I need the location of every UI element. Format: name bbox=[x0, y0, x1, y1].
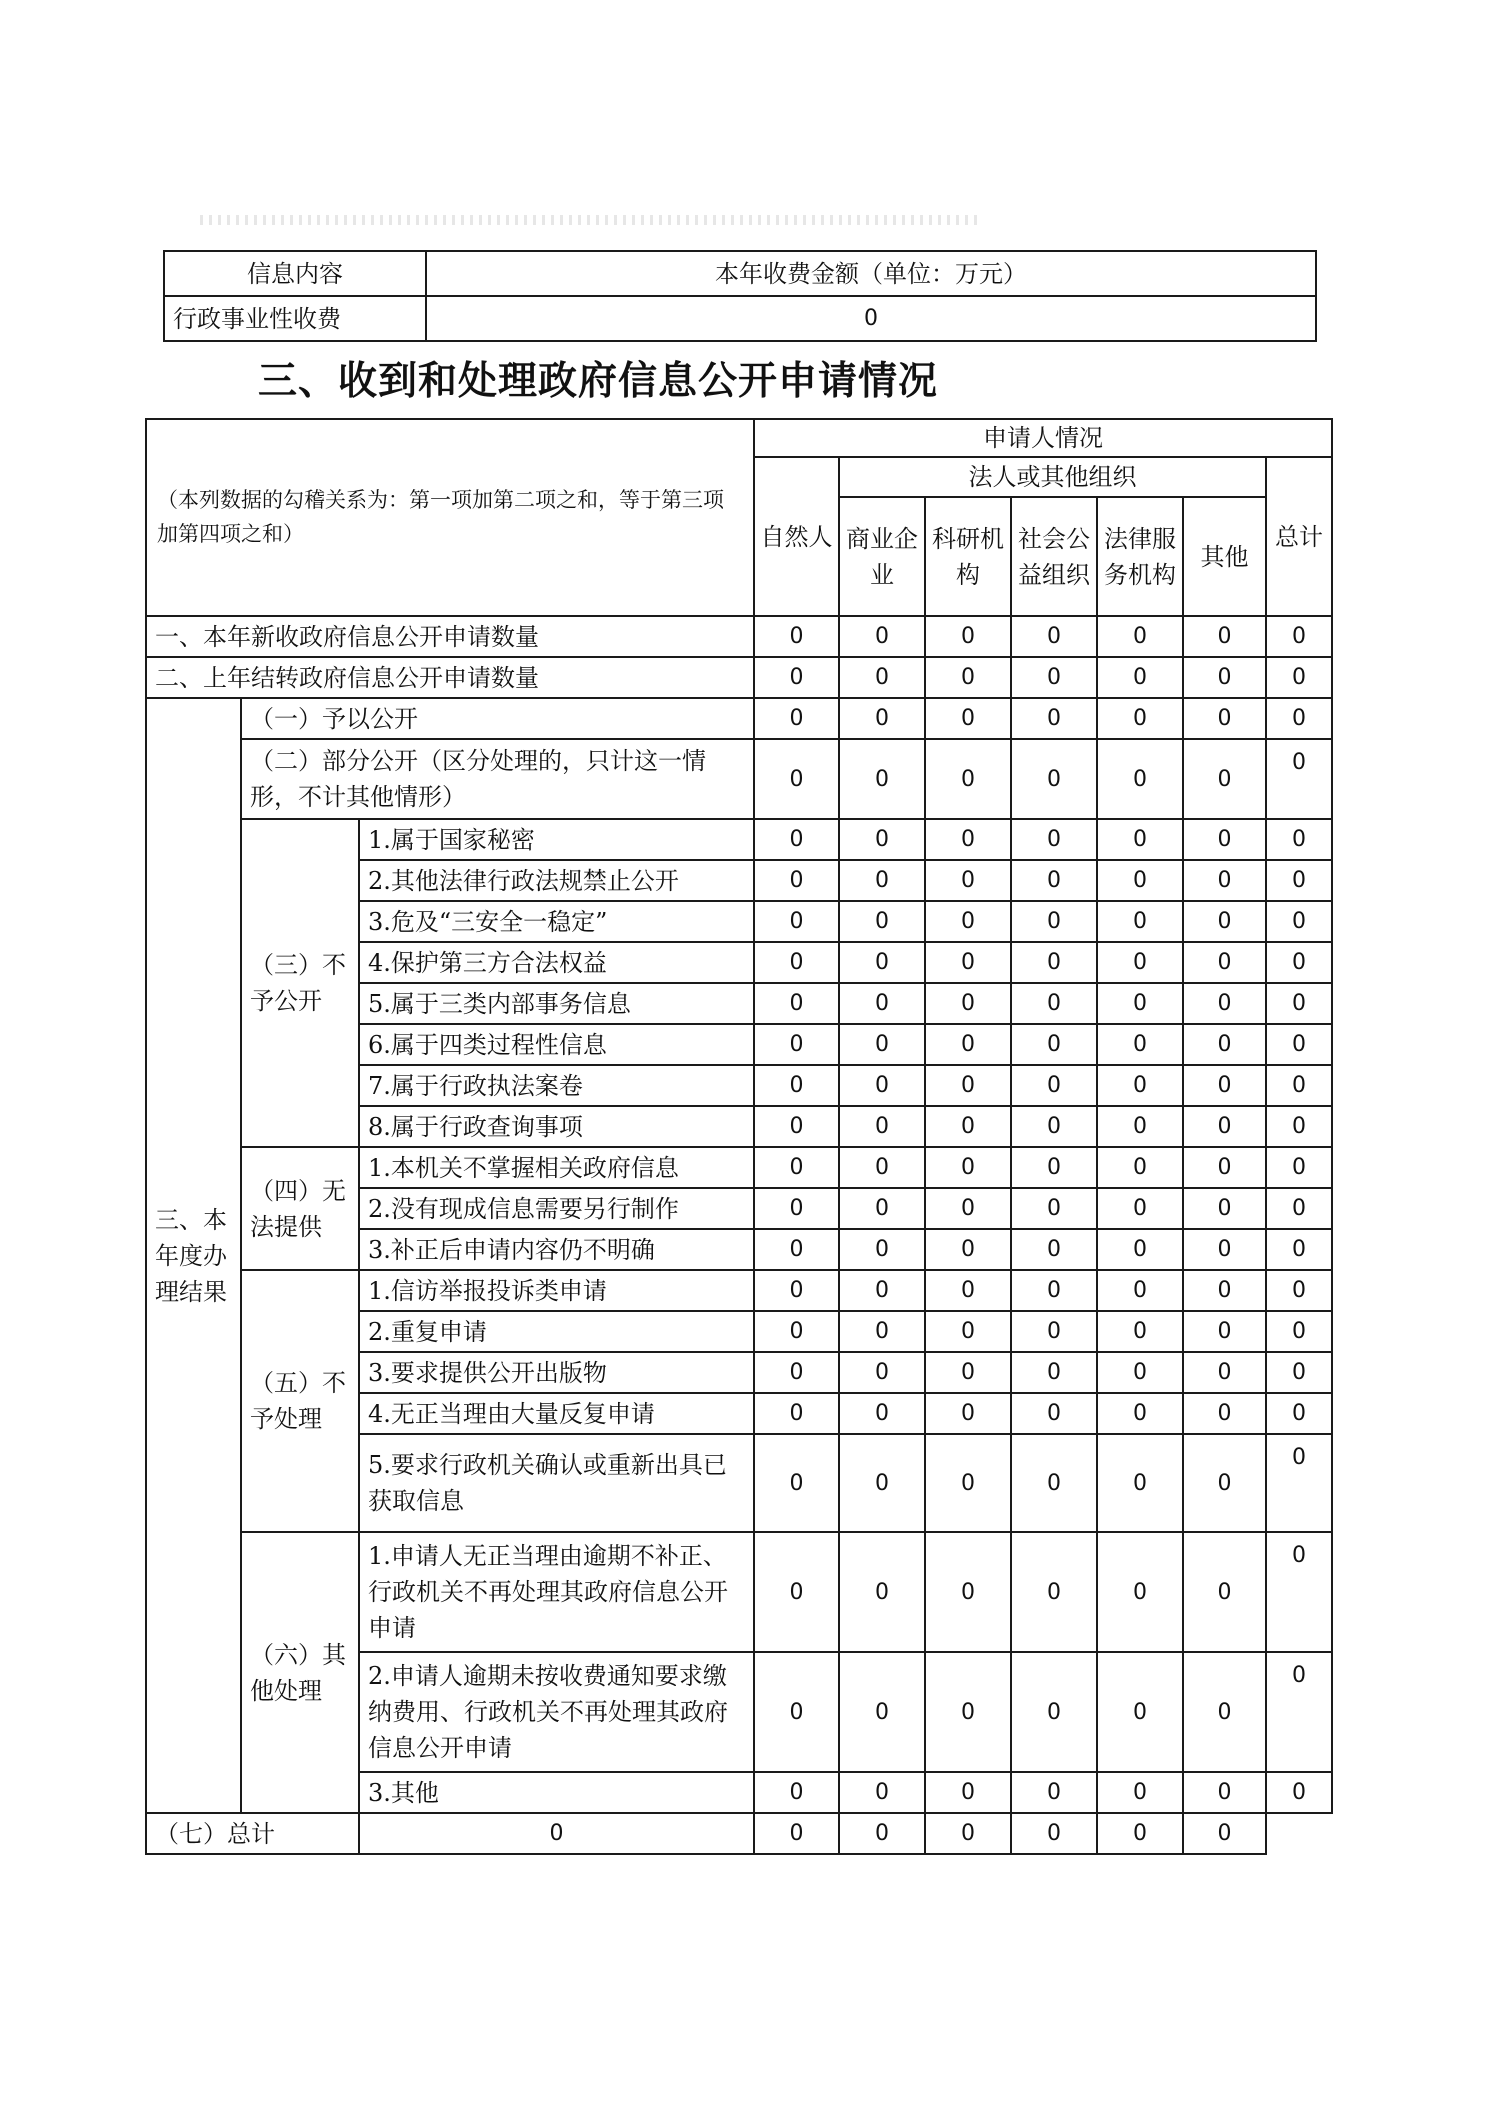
cell-value: 0 bbox=[1183, 1532, 1266, 1652]
cell-value: 0 bbox=[754, 1147, 839, 1188]
cell-value: 0 bbox=[839, 1270, 925, 1311]
cell-value: 0 bbox=[925, 860, 1011, 901]
row-label: （一）予以公开 bbox=[241, 698, 754, 739]
row-label: 7.属于行政执法案卷 bbox=[359, 1065, 754, 1106]
fee-header-amount: 本年收费金额（单位：万元） bbox=[426, 251, 1316, 296]
cell-value: 0 bbox=[1011, 1106, 1097, 1147]
cell-value: 0 bbox=[1011, 616, 1097, 657]
header-row-1 bbox=[146, 419, 1332, 457]
row-label: 8.属于行政查询事项 bbox=[359, 1106, 754, 1147]
cell-value: 0 bbox=[925, 1352, 1011, 1393]
cell-value: 0 bbox=[1266, 983, 1332, 1024]
cell-value: 0 bbox=[839, 1024, 925, 1065]
cell-value: 0 bbox=[839, 1813, 925, 1854]
cell-value: 0 bbox=[1266, 1393, 1332, 1434]
cell-value: 0 bbox=[839, 901, 925, 942]
row-label: 4.无正当理由大量反复申请 bbox=[359, 1393, 754, 1434]
cell-value: 0 bbox=[925, 1772, 1011, 1813]
cell-value: 0 bbox=[754, 739, 839, 819]
cell-value: 0 bbox=[754, 819, 839, 860]
row-label: 2.其他法律行政法规禁止公开 bbox=[359, 860, 754, 901]
cell-value: 0 bbox=[1097, 739, 1183, 819]
cell-value: 0 bbox=[1011, 819, 1097, 860]
table-row bbox=[146, 657, 1332, 698]
cell-value: 0 bbox=[1097, 819, 1183, 860]
cell-value: 0 bbox=[1011, 1393, 1097, 1434]
cell-value: 0 bbox=[1011, 1772, 1097, 1813]
cell-value: 0 bbox=[754, 1813, 839, 1854]
cell-value: 0 bbox=[1011, 1270, 1097, 1311]
cell-value: 0 bbox=[754, 1532, 839, 1652]
cell-value: 0 bbox=[1183, 1352, 1266, 1393]
row-label: 3.危及“三安全一稳定” bbox=[359, 901, 754, 942]
header-natural-person: 自然人 bbox=[754, 457, 839, 616]
cell-value: 0 bbox=[1266, 860, 1332, 901]
row-label: 2.申请人逾期未按收费通知要求缴纳费用、行政机关不再处理其政府信息公开申请 bbox=[359, 1652, 754, 1772]
section-title: 三、收到和处理政府信息公开申请情况 bbox=[258, 359, 939, 404]
cell-value: 0 bbox=[925, 1813, 1011, 1854]
cell-value: 0 bbox=[1097, 1813, 1183, 1854]
cell-value: 0 bbox=[1183, 1229, 1266, 1270]
cell-value: 0 bbox=[754, 1270, 839, 1311]
cell-value: 0 bbox=[1183, 1106, 1266, 1147]
header-legal-org: 法人或其他组织 bbox=[839, 457, 1266, 497]
cell-value: 0 bbox=[839, 1352, 925, 1393]
cell-value: 0 bbox=[1183, 942, 1266, 983]
cell-value: 0 bbox=[1266, 942, 1332, 983]
cell-value: 0 bbox=[754, 657, 839, 698]
cell-value: 0 bbox=[754, 983, 839, 1024]
cell-value: 0 bbox=[1011, 1652, 1097, 1772]
cell-value: 0 bbox=[839, 657, 925, 698]
cell-value: 0 bbox=[1266, 1532, 1332, 1652]
cell-value: 0 bbox=[754, 942, 839, 983]
cell-value: 0 bbox=[1266, 901, 1332, 942]
cell-value: 0 bbox=[1266, 1147, 1332, 1188]
cell-value: 0 bbox=[1011, 739, 1097, 819]
cell-value: 0 bbox=[839, 1532, 925, 1652]
cell-value: 0 bbox=[839, 1065, 925, 1106]
cell-value: 0 bbox=[1011, 901, 1097, 942]
cell-value: 0 bbox=[925, 1188, 1011, 1229]
cell-value: 0 bbox=[1097, 1434, 1183, 1532]
row-label: （二）部分公开（区分处理的，只计这一情形，不计其他情形） bbox=[241, 739, 754, 819]
cell-value: 0 bbox=[1097, 1229, 1183, 1270]
cell-value: 0 bbox=[1266, 1352, 1332, 1393]
cell-value: 0 bbox=[1011, 1065, 1097, 1106]
row-label: 一、本年新收政府信息公开申请数量 bbox=[146, 616, 754, 657]
header-social: 社会公益组织 bbox=[1011, 497, 1097, 616]
cell-value: 0 bbox=[1097, 1652, 1183, 1772]
cell-value: 0 bbox=[1097, 983, 1183, 1024]
cell-value: 0 bbox=[925, 1147, 1011, 1188]
cell-value: 0 bbox=[1266, 1311, 1332, 1352]
row-label: 5.属于三类内部事务信息 bbox=[359, 983, 754, 1024]
table-row bbox=[146, 1813, 1332, 1854]
cell-value: 0 bbox=[925, 1434, 1011, 1532]
fee-header-content: 信息内容 bbox=[164, 251, 426, 296]
cell-value: 0 bbox=[754, 901, 839, 942]
fee-data-row bbox=[164, 296, 1316, 341]
cell-value: 0 bbox=[1183, 901, 1266, 942]
row-label: 1.本机关不掌握相关政府信息 bbox=[359, 1147, 754, 1188]
cell-value: 0 bbox=[925, 1229, 1011, 1270]
cell-value: 0 bbox=[1266, 1106, 1332, 1147]
cell-value: 0 bbox=[1183, 1065, 1266, 1106]
cell-value: 0 bbox=[925, 1311, 1011, 1352]
cell-value: 0 bbox=[839, 1772, 925, 1813]
cell-value: 0 bbox=[1183, 1147, 1266, 1188]
cell-value: 0 bbox=[1266, 739, 1332, 819]
cell-value: 0 bbox=[925, 901, 1011, 942]
cell-value: 0 bbox=[1183, 698, 1266, 739]
header-research: 科研机构 bbox=[925, 497, 1011, 616]
cell-value: 0 bbox=[754, 1024, 839, 1065]
header-applicant: 申请人情况 bbox=[754, 419, 1332, 457]
cell-value: 0 bbox=[839, 1393, 925, 1434]
cell-value: 0 bbox=[1011, 1311, 1097, 1352]
table-row bbox=[146, 698, 1332, 739]
row-label: 6.属于四类过程性信息 bbox=[359, 1024, 754, 1065]
cell-value: 0 bbox=[1011, 860, 1097, 901]
cell-value: 0 bbox=[1011, 1024, 1097, 1065]
cell-value: 0 bbox=[839, 1147, 925, 1188]
cell-value: 0 bbox=[1183, 1772, 1266, 1813]
cell-value: 0 bbox=[1183, 1024, 1266, 1065]
cell-value: 0 bbox=[839, 1106, 925, 1147]
cell-value: 0 bbox=[925, 1065, 1011, 1106]
cell-value: 0 bbox=[1097, 1393, 1183, 1434]
application-table bbox=[145, 418, 1333, 1855]
fee-header-row bbox=[164, 251, 1316, 296]
cell-value: 0 bbox=[754, 1772, 839, 1813]
cell-value: 0 bbox=[839, 1311, 925, 1352]
cell-value: 0 bbox=[1011, 1532, 1097, 1652]
cell-value: 0 bbox=[1183, 819, 1266, 860]
cell-value: 0 bbox=[1266, 657, 1332, 698]
scan-noise bbox=[200, 215, 980, 225]
cell-value: 0 bbox=[1011, 698, 1097, 739]
row-label: 二、上年结转政府信息公开申请数量 bbox=[146, 657, 754, 698]
header-total: 总计 bbox=[1266, 457, 1332, 616]
cell-value: 0 bbox=[1266, 1434, 1332, 1532]
cell-value: 0 bbox=[754, 1434, 839, 1532]
header-commercial: 商业企业 bbox=[839, 497, 925, 616]
row-label: 2.重复申请 bbox=[359, 1311, 754, 1352]
table-row bbox=[146, 739, 1332, 819]
row-label: 4.保护第三方合法权益 bbox=[359, 942, 754, 983]
row-label: 2.没有现成信息需要另行制作 bbox=[359, 1188, 754, 1229]
cell-value: 0 bbox=[925, 616, 1011, 657]
cell-value: 0 bbox=[1266, 1772, 1332, 1813]
row-label: 5.要求行政机关确认或重新出具已获取信息 bbox=[359, 1434, 754, 1532]
cell-value: 0 bbox=[1266, 1229, 1332, 1270]
cell-value: 0 bbox=[1097, 1352, 1183, 1393]
cell-value: 0 bbox=[925, 1024, 1011, 1065]
cell-value: 0 bbox=[839, 1188, 925, 1229]
header-legal-service: 法律服务机构 bbox=[1097, 497, 1183, 616]
table-note: （本列数据的勾稽关系为：第一项加第二项之和，等于第三项加第四项之和） bbox=[146, 419, 754, 616]
cell-value: 0 bbox=[1097, 860, 1183, 901]
cell-value: 0 bbox=[754, 616, 839, 657]
cell-value: 0 bbox=[1097, 657, 1183, 698]
cell-value: 0 bbox=[925, 1393, 1011, 1434]
cell-value: 0 bbox=[839, 860, 925, 901]
cell-value: 0 bbox=[1266, 1065, 1332, 1106]
cell-value: 0 bbox=[1183, 1188, 1266, 1229]
cell-value: 0 bbox=[1183, 1434, 1266, 1532]
cell-value: 0 bbox=[754, 1352, 839, 1393]
fee-table bbox=[163, 250, 1317, 342]
cell-value: 0 bbox=[839, 739, 925, 819]
cell-value: 0 bbox=[925, 983, 1011, 1024]
cell-value: 0 bbox=[839, 698, 925, 739]
cell-value: 0 bbox=[1183, 616, 1266, 657]
cell-value: 0 bbox=[754, 1311, 839, 1352]
cell-value: 0 bbox=[839, 1434, 925, 1532]
cell-value: 0 bbox=[1183, 1813, 1266, 1854]
cell-value: 0 bbox=[1097, 698, 1183, 739]
cell-value: 0 bbox=[754, 698, 839, 739]
cell-value: 0 bbox=[925, 819, 1011, 860]
table-row bbox=[146, 616, 1332, 657]
cell-value: 0 bbox=[1011, 1352, 1097, 1393]
cell-value: 0 bbox=[1097, 901, 1183, 942]
group-not-process: （五）不予处理 bbox=[241, 1270, 359, 1532]
row-label: 1.属于国家秘密 bbox=[359, 819, 754, 860]
cell-value: 0 bbox=[1266, 616, 1332, 657]
cell-value: 0 bbox=[1266, 698, 1332, 739]
row-label: 1.信访举报投诉类申请 bbox=[359, 1270, 754, 1311]
fee-row-value: 0 bbox=[426, 296, 1316, 341]
cell-value: 0 bbox=[1097, 1065, 1183, 1106]
cell-value: 0 bbox=[754, 1652, 839, 1772]
cell-value: 0 bbox=[925, 1652, 1011, 1772]
cell-value: 0 bbox=[1011, 1229, 1097, 1270]
cell-value: 0 bbox=[1097, 1270, 1183, 1311]
table-row bbox=[146, 1270, 1332, 1311]
cell-value: 0 bbox=[754, 1188, 839, 1229]
group-no-open: （三）不予公开 bbox=[241, 819, 359, 1147]
row-label: 3.要求提供公开出版物 bbox=[359, 1352, 754, 1393]
cell-value: 0 bbox=[1183, 657, 1266, 698]
cell-value: 0 bbox=[1097, 1147, 1183, 1188]
group-other-process: （六）其他处理 bbox=[241, 1532, 359, 1813]
cell-value: 0 bbox=[1266, 1024, 1332, 1065]
cell-value: 0 bbox=[925, 1270, 1011, 1311]
row-label: 1.申请人无正当理由逾期不补正、行政机关不再处理其政府信息公开申请 bbox=[359, 1532, 754, 1652]
cell-value: 0 bbox=[1097, 616, 1183, 657]
cell-value: 0 bbox=[1097, 1772, 1183, 1813]
cell-value: 0 bbox=[1183, 860, 1266, 901]
fee-row-label: 行政事业性收费 bbox=[164, 296, 426, 341]
cell-value: 0 bbox=[1097, 1024, 1183, 1065]
cell-value: 0 bbox=[754, 1393, 839, 1434]
cell-value: 0 bbox=[925, 942, 1011, 983]
table-row bbox=[146, 819, 1332, 860]
cell-value: 0 bbox=[359, 1813, 754, 1854]
cell-value: 0 bbox=[839, 616, 925, 657]
cell-value: 0 bbox=[1097, 1311, 1183, 1352]
cell-value: 0 bbox=[1097, 1188, 1183, 1229]
cell-value: 0 bbox=[925, 1532, 1011, 1652]
cell-value: 0 bbox=[1097, 1532, 1183, 1652]
cell-value: 0 bbox=[925, 739, 1011, 819]
cell-value: 0 bbox=[754, 1106, 839, 1147]
cell-value: 0 bbox=[839, 1652, 925, 1772]
cell-value: 0 bbox=[839, 942, 925, 983]
cell-value: 0 bbox=[1011, 1813, 1097, 1854]
cell-value: 0 bbox=[1011, 1434, 1097, 1532]
cell-value: 0 bbox=[839, 983, 925, 1024]
cell-value: 0 bbox=[754, 1229, 839, 1270]
cell-value: 0 bbox=[1183, 1311, 1266, 1352]
group-unable: （四）无法提供 bbox=[241, 1147, 359, 1270]
cell-value: 0 bbox=[925, 657, 1011, 698]
cell-value: 0 bbox=[1097, 1106, 1183, 1147]
cell-value: 0 bbox=[925, 1106, 1011, 1147]
group-result: 三、本年度办理结果 bbox=[146, 698, 241, 1813]
cell-value: 0 bbox=[1011, 1188, 1097, 1229]
cell-value: 0 bbox=[925, 698, 1011, 739]
cell-value: 0 bbox=[1183, 1270, 1266, 1311]
table-row bbox=[146, 1147, 1332, 1188]
cell-value: 0 bbox=[1266, 819, 1332, 860]
cell-value: 0 bbox=[1011, 1147, 1097, 1188]
row-label: 3.补正后申请内容仍不明确 bbox=[359, 1229, 754, 1270]
cell-value: 0 bbox=[1266, 1270, 1332, 1311]
cell-value: 0 bbox=[1183, 1652, 1266, 1772]
row-label: （七）总计 bbox=[146, 1813, 359, 1854]
cell-value: 0 bbox=[1183, 983, 1266, 1024]
cell-value: 0 bbox=[1011, 983, 1097, 1024]
cell-value: 0 bbox=[1266, 1652, 1332, 1772]
cell-value: 0 bbox=[1266, 1188, 1332, 1229]
cell-value: 0 bbox=[1011, 657, 1097, 698]
cell-value: 0 bbox=[1097, 942, 1183, 983]
cell-value: 0 bbox=[1183, 739, 1266, 819]
cell-value: 0 bbox=[754, 860, 839, 901]
cell-value: 0 bbox=[1183, 1393, 1266, 1434]
table-row bbox=[146, 1532, 1332, 1652]
cell-value: 0 bbox=[754, 1065, 839, 1106]
header-other: 其他 bbox=[1183, 497, 1266, 616]
cell-value: 0 bbox=[1011, 942, 1097, 983]
cell-value: 0 bbox=[839, 819, 925, 860]
cell-value: 0 bbox=[839, 1229, 925, 1270]
row-label: 3.其他 bbox=[359, 1772, 754, 1813]
